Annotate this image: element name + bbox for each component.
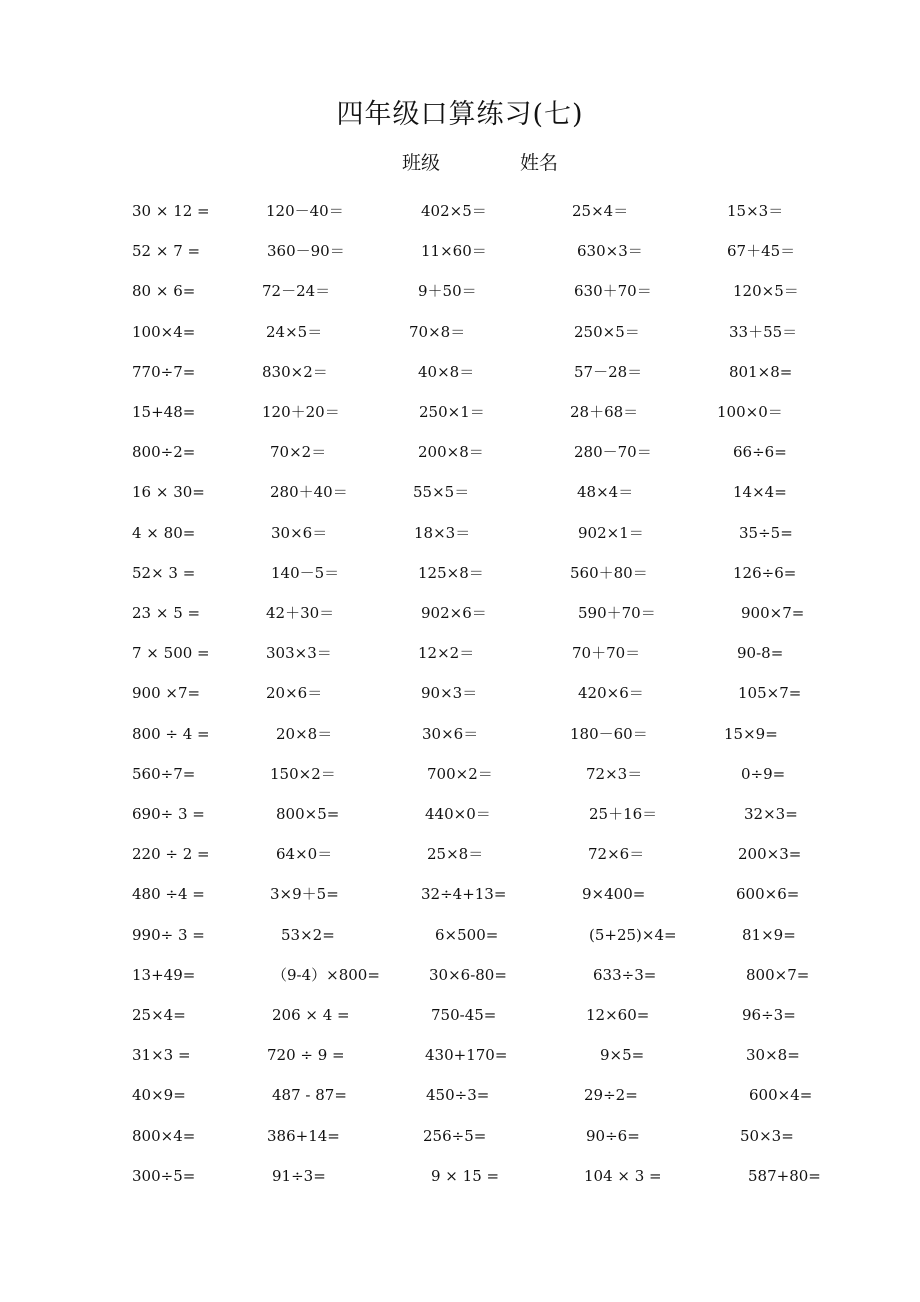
problem-item: 90-8= [737,644,784,663]
problem-item: 900×7= [741,604,805,622]
problem-item: 9＋50＝ [418,282,477,301]
problem-item: 700×2＝ [427,764,493,783]
problem-item: 90÷6= [586,1126,640,1145]
problem-item: 72×6＝ [588,845,645,864]
problem-item: 633÷3= [593,965,657,984]
problem-item: 11×60＝ [421,242,487,261]
problem-item: 42＋30＝ [266,604,335,622]
problem-item: 40×8＝ [418,362,475,381]
problem-item: 15+48= [132,403,196,421]
problem-item: 6×500= [435,925,499,944]
problem-item: 800÷2= [132,443,196,462]
problem-item: 280＋40＝ [270,483,348,502]
problem-item: 560÷7= [132,764,196,783]
problem-item: 140－5＝ [271,563,340,582]
problem-item: 55×5＝ [413,483,470,502]
problem-item: 30 × 12 = [132,202,210,220]
problem-item: 487 - 87= [272,1086,347,1105]
problem-item: 70＋70＝ [572,644,641,663]
problem-item: 800×4= [132,1126,196,1145]
problem-item: 770÷7= [132,362,196,381]
problem-item: 9×5= [600,1046,645,1065]
problem-item: 64×0＝ [276,845,333,864]
problem-item: 450÷3= [426,1086,490,1105]
problem-item: 14×4= [733,483,787,502]
problem-item: 690÷ 3 = [132,805,205,823]
problem-item: 57－28＝ [574,362,643,381]
problem-item: 100×0＝ [717,403,783,421]
problem-item: 250×5＝ [574,322,640,341]
problem-item: 200×3= [738,845,802,864]
problem-item: 200×8＝ [418,443,484,462]
problem-item: 15×9= [724,724,778,743]
problem-item: 150×2＝ [270,764,336,783]
problem-item: 902×6＝ [421,604,487,622]
problem-item: 125×8＝ [418,563,484,582]
problem-item: 16 × 30= [132,483,205,502]
problem-item: 303×3＝ [266,644,332,663]
problem-item: 52× 3 = [132,563,196,582]
problem-item: 250×1＝ [419,403,485,421]
problem-item: 30×6-80= [429,965,507,984]
problem-item: 100×4= [132,322,196,341]
problem-item: 70×8＝ [409,322,466,341]
problem-item: 25×8＝ [427,845,484,864]
problem-item: 440×0＝ [425,805,491,823]
problem-item: 560＋80＝ [570,563,648,582]
problem-item: 800×7= [746,965,810,984]
problem-item: 126÷6= [733,563,797,582]
problem-item: 48×4＝ [577,483,634,502]
class-label: 班级 [402,152,441,174]
problem-item: 360－90＝ [267,242,345,261]
problem-item: 72×3＝ [586,764,643,783]
problem-item: 120×5＝ [733,282,799,301]
problem-item: 20×6＝ [266,684,323,703]
problem-item: 800×5= [276,805,340,823]
problem-item: 81×9= [742,925,796,944]
problem-item: 587+80= [748,1166,821,1185]
problem-item: 30×6＝ [422,724,479,743]
problem-item: 9×400= [582,885,646,904]
problem-item: 120＋20＝ [262,403,340,421]
name-label: 姓名 [520,152,559,174]
problem-item: 830×2＝ [262,362,328,381]
problem-item: 13+49= [132,965,196,984]
problem-item: 90×3＝ [421,684,478,703]
problem-item: 53×2= [281,925,335,944]
problem-item: 25＋16＝ [589,805,658,823]
page-title: 四年级口算练习(七) [336,99,584,130]
problem-item: 72－24＝ [262,282,331,301]
problem-item: 32×3= [744,805,798,823]
problem-item: 220 ÷ 2 = [132,845,210,864]
problem-item: 480 ÷4 = [132,885,205,904]
problem-item: 800 ÷ 4 = [132,724,210,743]
problem-item: 120－40＝ [266,202,344,220]
problem-item: 29÷2= [584,1086,638,1105]
problem-item: 3×9＋5= [270,885,339,904]
problem-item: 630＋70＝ [574,282,652,301]
problem-item: 18×3＝ [414,523,471,542]
problem-item: 720 ÷ 9 = [267,1046,345,1065]
problem-item: 50×3= [740,1126,794,1145]
problem-item: 96÷3= [742,1006,796,1024]
problem-item: 600×6= [736,885,800,904]
problem-item: 33＋55＝ [729,322,798,341]
problem-item: 402×5＝ [421,202,487,220]
problem-item: 180－60＝ [570,724,648,743]
problem-item: 35÷5= [739,523,793,542]
problem-item: 24×5＝ [266,322,323,341]
problem-item: 630×3＝ [577,242,643,261]
problem-item: 25×4＝ [572,202,629,220]
problem-item: 30×8= [746,1046,800,1065]
problem-item: 28＋68＝ [570,403,639,421]
problem-item: 280－70＝ [574,443,652,462]
problem-item: 66÷6= [733,443,787,462]
problem-item: 12×2＝ [418,644,475,663]
problem-item: 40×9= [132,1086,186,1105]
problem-item: 25×4= [132,1006,186,1024]
problem-item: 4 × 80= [132,523,196,542]
problem-item: 104 × 3 = [584,1166,662,1185]
problem-item: 7 × 500 = [132,644,210,663]
problem-item: 386+14= [267,1126,340,1145]
problem-item: 80 × 6= [132,282,196,301]
problem-item: 23 × 5 = [132,604,201,622]
problem-item: 15×3＝ [727,202,784,220]
problem-item: 70×2＝ [270,443,327,462]
problem-item: 900 ×7= [132,684,201,703]
problem-item: 590＋70＝ [578,604,656,622]
problem-item: 30×6＝ [271,523,328,542]
problem-item: 750-45= [431,1006,497,1024]
problem-item: 206 × 4 = [272,1006,350,1024]
problem-item: 32÷4+13= [421,885,507,904]
problem-item: 0÷9= [741,764,786,783]
problem-item: 430+170= [425,1046,508,1065]
problem-item: 300÷5= [132,1166,196,1185]
problem-item: 600×4= [749,1086,813,1105]
problem-item: 256÷5= [423,1126,487,1145]
problem-item: 31×3 = [132,1046,191,1065]
problem-item: 91÷3= [272,1166,326,1185]
problem-item: 9 × 15 = [431,1166,500,1185]
problem-item: 20×8＝ [276,724,333,743]
problem-item: 12×60= [586,1006,650,1024]
problem-item: 420×6＝ [578,684,644,703]
problem-item: 902×1＝ [578,523,644,542]
problem-item: 801×8= [729,362,793,381]
problem-item: 990÷ 3 = [132,925,205,944]
problem-item: 67＋45＝ [727,242,796,261]
problem-item: （9-4）×800= [272,965,380,984]
problem-item: 52 × 7 = [132,242,201,261]
problem-item: (5+25)×4= [589,925,677,944]
problem-item: 105×7= [738,684,802,703]
